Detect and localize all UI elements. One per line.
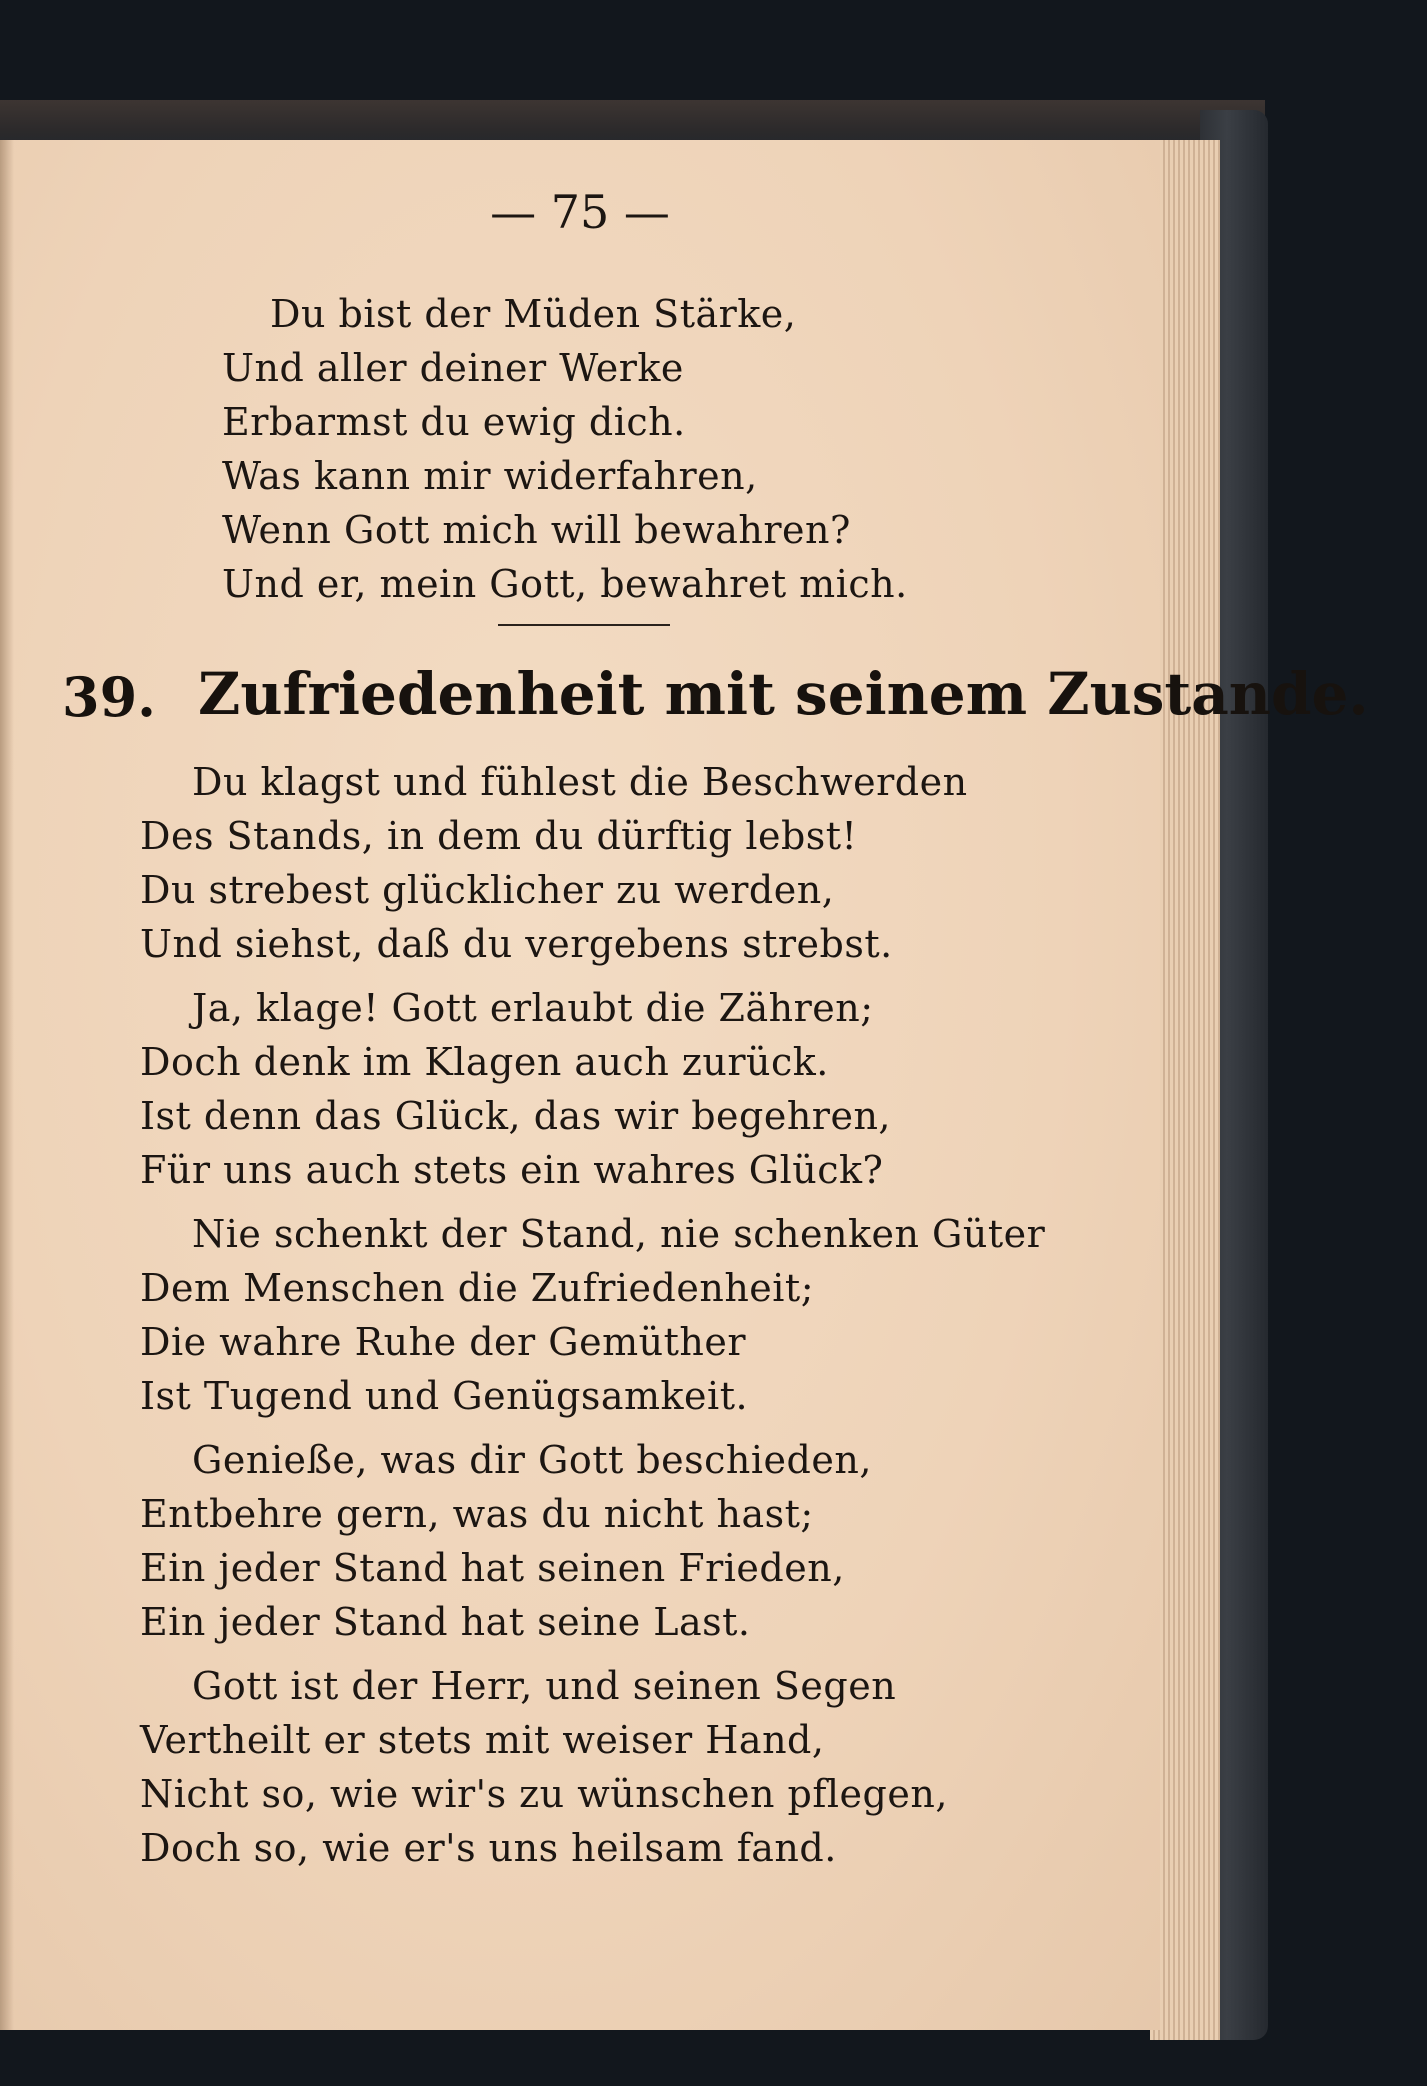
page-stack-edges bbox=[1150, 140, 1220, 2040]
verse-line: Nie schenkt der Stand, nie schenken Güter bbox=[192, 1212, 1046, 1256]
verse-line: Des Stands, in dem du dürftig lebst! bbox=[140, 814, 858, 858]
verse-line: Vertheilt er stets mit weiser Hand, bbox=[140, 1718, 825, 1762]
verse-line: Gott ist der Herr, und seinen Segen bbox=[192, 1664, 897, 1708]
intro-line: Erbarmst du ewig dich. bbox=[222, 400, 686, 444]
intro-line: Was kann mir widerfahren, bbox=[222, 454, 758, 498]
intro-line: Wenn Gott mich will bewahren? bbox=[222, 508, 851, 552]
intro-line: Du bist der Müden Stärke, bbox=[270, 292, 797, 336]
verse-line: Doch so, wie er's uns heilsam fand. bbox=[140, 1826, 837, 1870]
verse-line: Ist denn das Glück, das wir begehren, bbox=[140, 1094, 892, 1138]
verse-line: Genieße, was dir Gott beschieden, bbox=[192, 1438, 872, 1482]
verse-line: Für uns auch stets ein wahres Glück? bbox=[140, 1148, 884, 1192]
verse-line: Ist Tugend und Genügsamkeit. bbox=[140, 1374, 749, 1418]
intro-line: Und aller deiner Werke bbox=[222, 346, 684, 390]
verse-line: Doch denk im Klagen auch zurück. bbox=[140, 1040, 829, 1084]
verse-line: Und siehst, daß du vergebens strebst. bbox=[140, 922, 893, 966]
verse-line: Ein jeder Stand hat seinen Frieden, bbox=[140, 1546, 845, 1590]
verse-line: Ein jeder Stand hat seine Last. bbox=[140, 1600, 751, 1644]
hymn-number: 39. bbox=[62, 665, 156, 729]
verse-line: Dem Menschen die Zufriedenheit; bbox=[140, 1266, 815, 1310]
hymn-title: Zufriedenheit mit seinem Zustande. bbox=[198, 660, 1369, 728]
intro-line: Und er, mein Gott, bewahret mich. bbox=[222, 562, 908, 606]
verse-line: Die wahre Ruhe der Gemüther bbox=[140, 1320, 747, 1364]
verse-line: Du klagst und fühlest die Beschwerden bbox=[192, 760, 968, 804]
section-divider bbox=[498, 624, 670, 626]
verse-line: Entbehre gern, was du nicht hast; bbox=[140, 1492, 814, 1536]
verse-line: Ja, klage! Gott erlaubt die Zähren; bbox=[192, 986, 874, 1030]
verse-line: Nicht so, wie wir's zu wünschen pflegen, bbox=[140, 1772, 948, 1816]
page-gutter-shadow bbox=[0, 140, 14, 2030]
verse-line: Du strebest glücklicher zu werden, bbox=[140, 868, 835, 912]
page-number: — 75 — bbox=[490, 185, 670, 239]
